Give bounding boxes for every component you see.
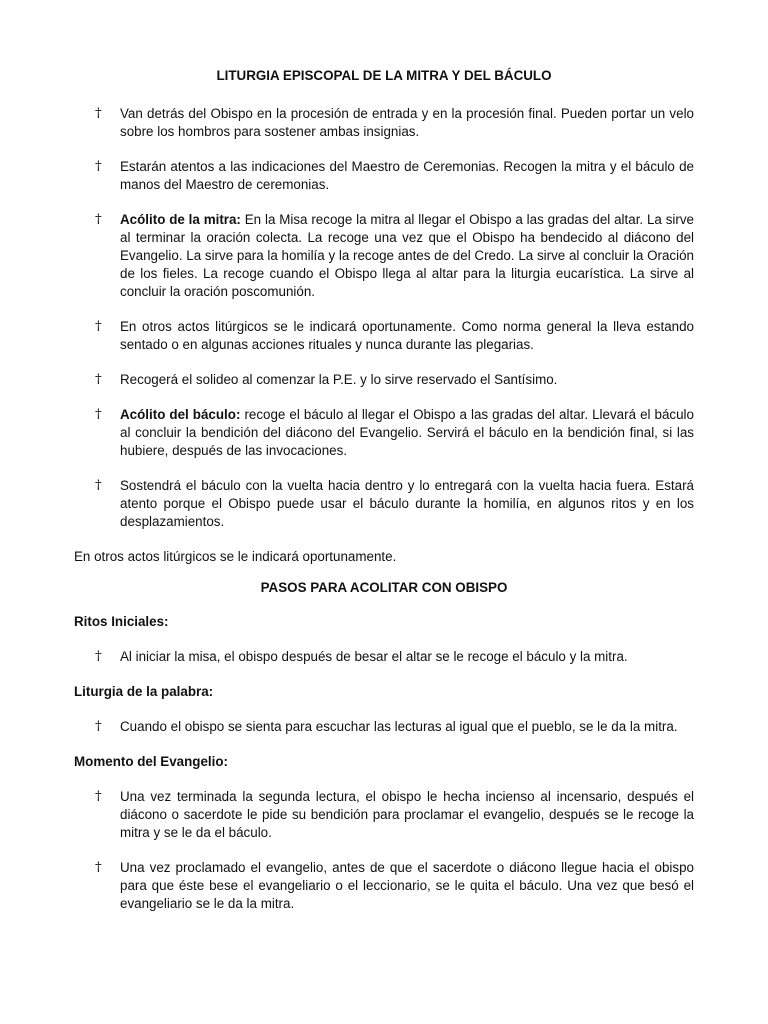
list-item <box>74 406 694 460</box>
dagger-bullet-icon: † <box>95 478 102 493</box>
closing-paragraph: En otros actos litúrgicos se le indicará oportunamente. <box>74 549 397 564</box>
list-item <box>74 211 694 301</box>
list-item-text <box>120 158 694 194</box>
list-item <box>74 648 694 666</box>
list-item <box>74 477 694 531</box>
list-item-body: En la Misa recoge la mitra al llegar el Obispo a las gradas del altar. La sirve al terminar la oración colecta. La recoge una vez que el Obispo ha bendecido al diácono del Evangelio. La sirve para la homilía y la recoge antes de del Credo. La sirve al concluir la Oración de los fieles. La recoge cuando el Obispo llega al altar para la liturgia eucarística. La sirve al concluir la oración poscomunión. <box>120 212 694 299</box>
list-item-text: Una vez terminada la segunda lectura, el obispo le hecha incienso al incensario, después el diácono o sacerdote le pide su bendición para proclamar el evangelio, después se le recoge la mitra y se le da el báculo. <box>120 789 694 840</box>
list-item-text <box>120 406 694 460</box>
liturgia-heading: Liturgia de la palabra: <box>74 684 214 699</box>
dagger-bullet-icon: † <box>95 319 102 334</box>
dagger-bullet-icon: † <box>95 159 102 174</box>
list-item-text: Cuando el obispo se sienta para escuchar las lecturas al igual que el pueblo, se le da la mitra. <box>120 719 678 734</box>
list-item-text <box>120 211 694 301</box>
dagger-bullet-icon: † <box>95 212 102 227</box>
list-item-text: Una vez proclamado el evangelio, antes de que el sacerdote o diácono llegue hacia el obispo para que éste bese el evangeliario o el leccionario, se le quita el báculo. Una vez que besó el evangeliario se le da la mitra. <box>120 860 694 911</box>
list-item <box>74 105 694 141</box>
dagger-bullet-icon: † <box>95 789 102 804</box>
list-item-text <box>120 477 694 531</box>
list-item <box>74 158 694 194</box>
list-item <box>74 859 694 913</box>
list-item-body: Van detrás del Obispo en la procesión de entrada y en la procesión final. Pueden portar un velo sobre los hombros para sostener ambas insignias. <box>120 106 694 139</box>
list-item <box>74 788 694 842</box>
list-item-text <box>120 105 694 141</box>
document-title: LITURGIA EPISCOPAL DE LA MITRA Y DEL BÁCULO <box>216 68 552 83</box>
list-item-text <box>120 318 694 354</box>
list-item-body: Sostendrá el báculo con la vuelta hacia dentro y lo entregará con la vuelta hacia fuera. Estará atento porque el Obispo puede usar el báculo durante la homilía, en algunos ritos y en los desplazamientos. <box>120 478 694 529</box>
dagger-bullet-icon: † <box>95 407 102 422</box>
ritos-heading: Ritos Iniciales: <box>74 614 169 629</box>
list-item <box>74 718 694 736</box>
list-item-body: Estarán atentos a las indicaciones del Maestro de Ceremonias. Recogen la mitra y el báculo de manos del Maestro de ceremonias. <box>120 159 694 192</box>
evangelio-heading: Momento del Evangelio: <box>74 754 229 769</box>
list-item <box>74 371 694 389</box>
list-item-body: En otros actos litúrgicos se le indicará oportunamente. Como norma general la lleva estando sentado o en algunas acciones rituales y nunca durante las plegarias. <box>120 319 694 352</box>
list-item-body: recoge el báculo al llegar el Obispo a las gradas del altar. Llevará el báculo al concluir la bendición del diácono del Evangelio. Servirá el báculo en la bendición final, si las hubiere, después de las invocaciones. <box>120 407 694 458</box>
list-item <box>74 318 694 354</box>
document-content <box>74 67 694 930</box>
dagger-bullet-icon: † <box>95 372 102 387</box>
dagger-bullet-icon: † <box>95 719 102 734</box>
list-item-bold: Acólito de la mitra: <box>120 212 241 227</box>
list-item-text: Al iniciar la misa, el obispo después de besar el altar se le recoge el báculo y la mitra. <box>120 649 628 664</box>
dagger-bullet-icon: † <box>95 860 102 875</box>
list-item-bold: Acólito del báculo: <box>120 407 241 422</box>
dagger-bullet-icon: † <box>95 649 102 664</box>
list-item-text <box>120 371 694 389</box>
section-title: PASOS PARA ACOLITAR CON OBISPO <box>260 580 508 595</box>
dagger-bullet-icon: † <box>95 106 102 121</box>
list-item-body: Recogerá el solideo al comenzar la P.E. y lo sirve reservado el Santísimo. <box>120 372 558 387</box>
